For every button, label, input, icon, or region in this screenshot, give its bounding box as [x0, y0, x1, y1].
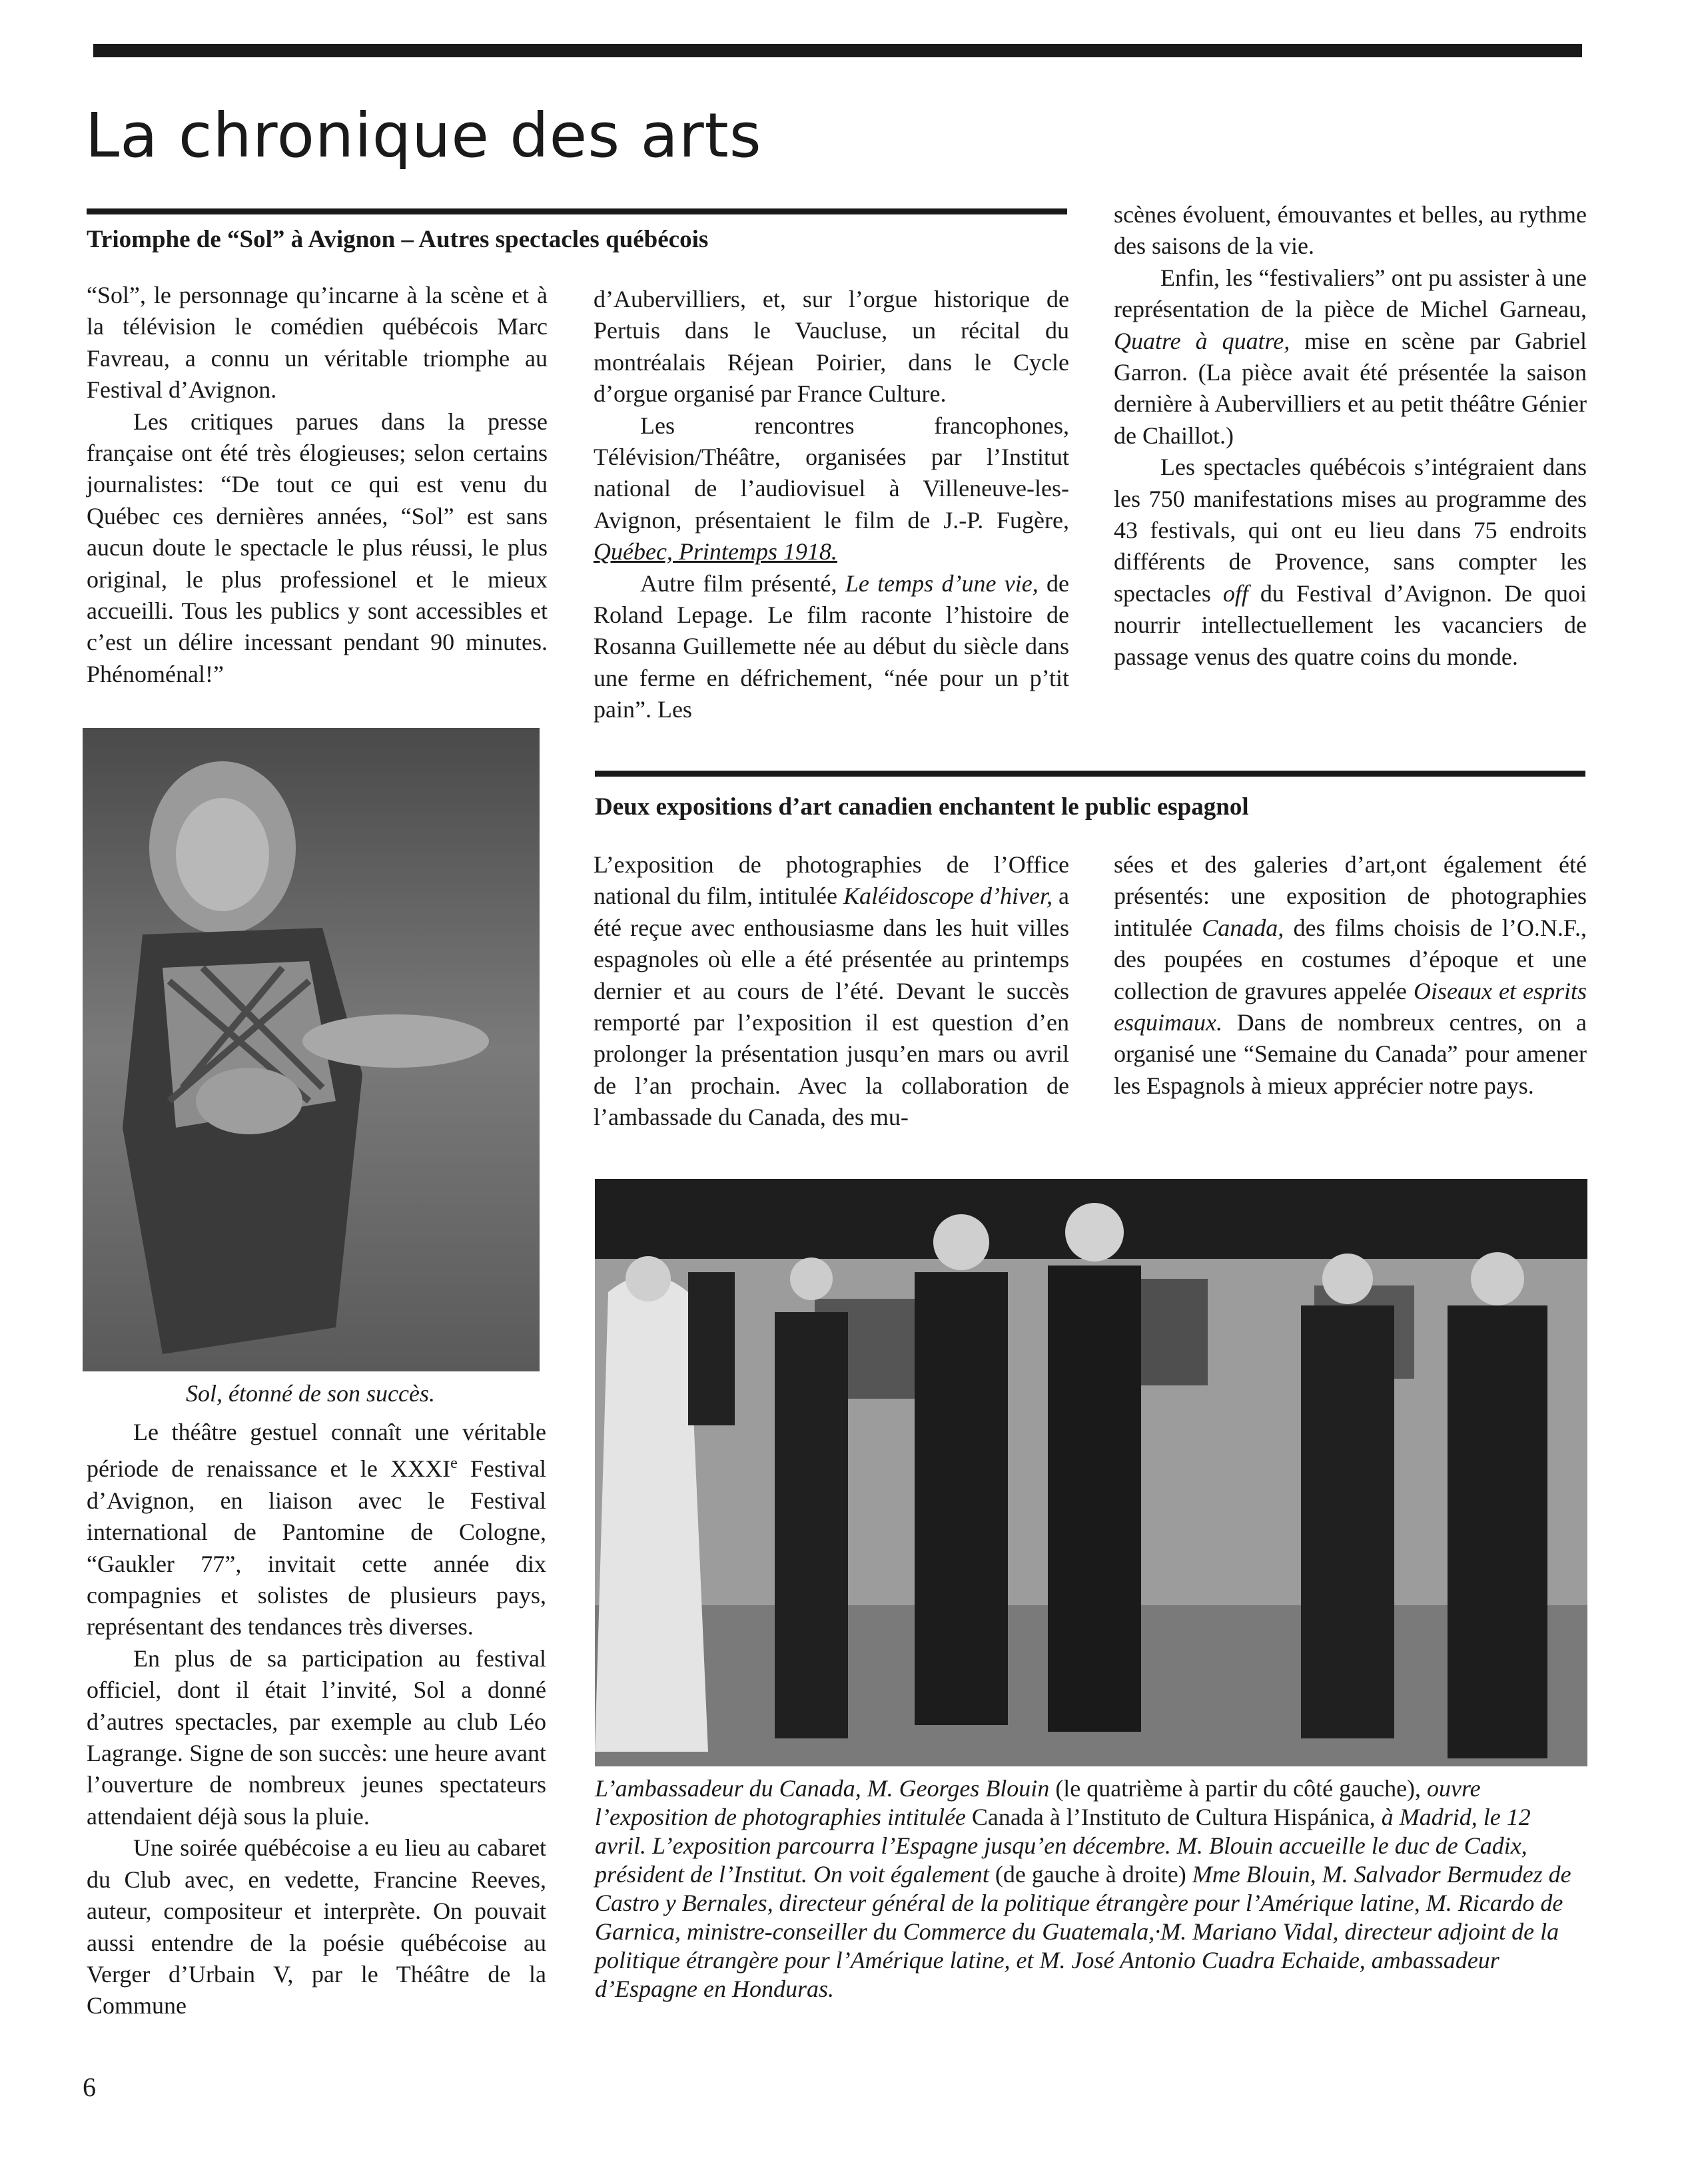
- paragraph: [1114, 452, 1587, 673]
- text: de Roland Lepage. Le film raconte l’histoire de Rosanna Guillemette née au début du siècle dans une ferme en défrichement, “née pour un p’tit pain”. Les: [594, 569, 1069, 723]
- text: Festival d’Avignon, en liaison avec le Festival international de Pantomine de Cologne, “Gaukler 77”, invitait cette année dix compagnies et solistes de plusieurs pays, représentant des tendances très diverses.: [87, 1455, 546, 1640]
- film-title: Québec, Printemps 1918.: [594, 538, 837, 565]
- text: L’exposition de photographies de l’Office national du film, intitulée: [594, 851, 1069, 910]
- text: a été reçue avec enthousiasme dans les huit villes espagnoles où elle a été présentée au printemps dernier et au cours de l’été. Devant le succès remporté par l’exposition il est question d’en prolonger la présentation jusqu’en mars ou avril de l’an prochain. Avec la collaboration de l’ambassade du Canada, des mu-: [594, 883, 1069, 1131]
- caption-text: (de gauche à droite): [989, 1861, 1186, 1888]
- paragraph: Les critiques parues dans la presse française ont été très élogieuses; selon certains journalistes: “De tout ce qui est venu du Québec ces dernières années, “Sol” est sans aucun doute le spectacle le plus réussi, le plus original, le plus professionel et le mieux accueilli. Tous les publics y sont accessibles et c’est un délire incessant pendant 90 minutes. Phénoménal!”: [87, 408, 548, 687]
- play-title: Quatre à quatre,: [1114, 327, 1290, 354]
- article2-heading: Deux expositions d’art canadien enchantent le public espagnol: [595, 793, 1249, 821]
- paragraph: d’Aubervilliers, et, sur l’orgue historique de Pertuis dans le Vaucluse, un récital du montréalais Réjean Poirier, dans le Cycle d’orgue organisé par France Culture.: [594, 286, 1069, 408]
- exhibition-photo-image: [595, 1179, 1587, 1766]
- page-title: La chronique des arts: [85, 100, 762, 171]
- article1-rule: [87, 208, 1067, 214]
- article2-column2: [1114, 849, 1587, 1102]
- paragraph: [1114, 849, 1587, 1102]
- text: Autre film présenté,: [640, 569, 845, 597]
- exhibition-photo-caption: [595, 1774, 1581, 2003]
- article2-column1: [594, 849, 1069, 1134]
- caption-text: Mme Blouin, M. Salvador Bermudez de Castro y Bernales, directeur général de la politique étrangère pour l’Amérique latine, M. Ricardo de Garnica, ministre-conseiller du Commerce du Guatemala,·M. Mariano Vidal, directeur adjoint de la politique étrangère pour l’Amérique latine, et M. José Antonio Cuadra Echaide, ambassadeur d’Espagne en Honduras.: [595, 1861, 1571, 2002]
- paragraph: [1114, 262, 1587, 452]
- caption-text: L’ambassadeur du Canada, M. Georges Blouin: [595, 1775, 1050, 1802]
- text: des films choisis de l’O.N.F., des poupées en costumes d’époque et une collection de gravures appelée: [1114, 914, 1587, 1004]
- text: mise en scène par Gabriel Garron. (La pièce avait été présentée la saison dernière à Aubervilliers et au petit théâtre Génier de Chaillot.): [1114, 327, 1587, 449]
- article1-column3: [1114, 199, 1587, 673]
- caption-text: à l’Instituto de Cultura Hispánica,: [1043, 1804, 1376, 1830]
- paragraph: [594, 849, 1069, 1134]
- article1-column1-top: [87, 280, 548, 690]
- paragraph: “Sol”, le personnage qu’incarne à la scène et à la télévision le comédien québécois Marc Favreau, a connu un véritable triomphe au Festival d’Avignon.: [87, 282, 548, 404]
- exhibit-title: Kaléidoscope d’hiver,: [843, 883, 1053, 910]
- exhibition-photo: [595, 1179, 1587, 1766]
- sol-photo-image: [83, 728, 540, 1371]
- film-title: Le temps d’une vie,: [845, 569, 1039, 597]
- exhibit-title: Canada,: [1202, 914, 1284, 941]
- superscript: e: [450, 1455, 458, 1473]
- paragraph: [87, 1417, 546, 1643]
- top-rule: [93, 44, 1582, 57]
- text: Les spectacles québécois s’intégraient dans les 750 manifestations mises au programme des 43 festivals, qui ont eu lieu dans 75 endroits différents de Provence, sans compter les spectacles: [1114, 454, 1587, 607]
- page-number: 6: [83, 2072, 96, 2102]
- text: du Festival d’Avignon. De quoi nourrir intellectuellement les vacanciers de passage venus des quatre coins du monde.: [1114, 579, 1587, 670]
- paragraph: [594, 410, 1069, 568]
- paragraph: En plus de sa participation au festival officiel, dont il était l’invité, Sol a donné d’autres spectacles, par exemple au club Léo Lagrange. Signe de son succès: une heure avant l’ouverture de nombreux jeunes spectateurs attendaient déjà sous la pluie.: [87, 1644, 546, 1830]
- text: sées et des galeries d’art,ont également été présentés: une exposition de photographies intitulée: [1114, 851, 1587, 941]
- collection-title: Oiseaux et esprits esquimaux.: [1114, 977, 1587, 1036]
- italic-word: off: [1222, 579, 1248, 607]
- text: Dans de nombreux centres, on a organisé une “Semaine du Canada” pour amener les Espagnols à mieux apprécier notre pays.: [1114, 1009, 1587, 1099]
- paragraph: [594, 568, 1069, 726]
- article1-column1-bottom: [87, 1417, 546, 2022]
- caption-text: (le quatrième à partir du côté gauche),: [1049, 1775, 1422, 1802]
- sol-photo: [83, 728, 540, 1371]
- caption-text: Canada: [971, 1804, 1044, 1830]
- caption-text: ouvre l’exposition de photographies intitulée: [595, 1775, 1481, 1830]
- article2-rule: [595, 771, 1585, 777]
- text: Enfin, les “festivaliers” ont pu assister à une représentation de la pièce de Michel Garneau,: [1114, 264, 1587, 323]
- text: Les rencontres francophones, Télévision/Théâtre, organisées par l’Institut national de l’audiovisuel à Villeneuve-les-Avignon, présentaient le film de J.-P. Fugère,: [594, 412, 1069, 534]
- article1-column2: [594, 284, 1069, 726]
- caption-text: à Madrid, le 12 avril. L’exposition parcourra l’Espagne jusqu’en décembre. M. Blouin accueille le duc de Cadix, président de l’Institut. On voit également: [595, 1804, 1531, 1888]
- text: Le théâtre gestuel connaît une véritable période de renaissance et le XXXI: [87, 1419, 546, 1483]
- sol-photo-caption: Sol, étonné de son succès.: [186, 1380, 435, 1407]
- paragraph: scènes évoluent, émouvantes et belles, au rythme des saisons de la vie.: [1114, 201, 1587, 260]
- article1-heading: Triomphe de “Sol” à Avignon – Autres spectacles québécois: [87, 226, 709, 253]
- paragraph: Une soirée québécoise a eu lieu au cabaret du Club avec, en vedette, Francine Reeves, auteur, compositeur et interprète. On pouvait aussi entendre de la poésie québécoise au Verger d’Urbain V, par le Théâtre de la Commune: [87, 1834, 546, 2019]
